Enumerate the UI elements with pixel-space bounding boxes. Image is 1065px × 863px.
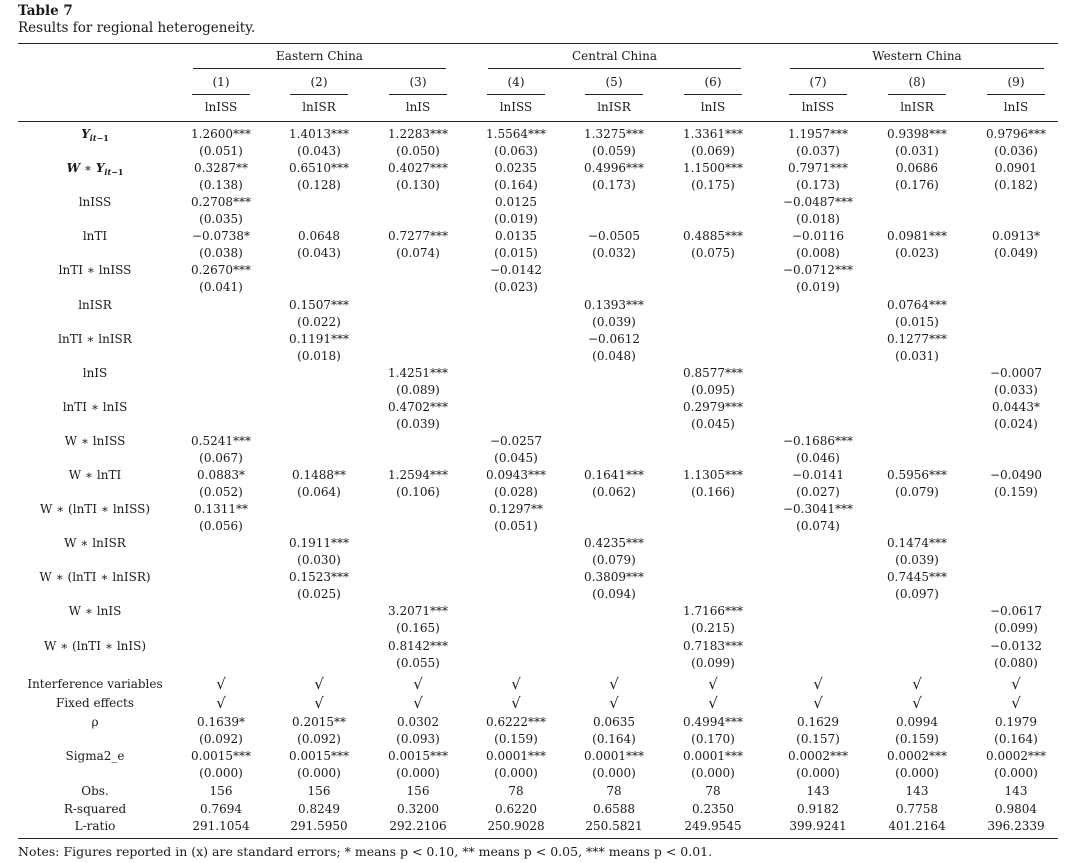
column-underline — [987, 94, 1045, 95]
coefficient-cell: −0.0712*** — [782, 263, 854, 278]
column-underline — [888, 94, 946, 95]
coefficient-cell: 0.1277*** — [887, 331, 947, 346]
std-error-cell: (0.051) — [494, 519, 538, 534]
summary-cell: 250.9028 — [487, 819, 545, 833]
summary-label: Obs. — [81, 784, 109, 798]
coefficient-cell: 0.0901 — [995, 161, 1037, 176]
coefficient-cell: 0.9796*** — [986, 127, 1046, 141]
table-caption — [18, 3, 255, 37]
depvar-header: lnISR — [302, 100, 336, 114]
coefficient-cell: −0.0132 — [989, 638, 1043, 653]
top-rule — [18, 43, 1058, 44]
std-error-cell: (0.055) — [396, 655, 440, 670]
std-error-cell: (0.079) — [592, 553, 636, 568]
check-cell: √ — [912, 675, 922, 693]
row-label: lnTI ∗ lnISS — [58, 263, 132, 278]
coefficient-cell: 0.7277*** — [388, 229, 448, 244]
std-error-cell: (0.045) — [691, 416, 735, 431]
summary-cell: 291.1054 — [192, 819, 250, 833]
coefficient-cell: 1.3275*** — [584, 127, 644, 141]
summary-cell: 0.9182 — [797, 801, 839, 816]
std-error-cell: (0.099) — [691, 655, 735, 670]
column-underline — [684, 94, 742, 95]
check-cell: √ — [1011, 675, 1021, 693]
std-error-cell: (0.043) — [297, 246, 341, 261]
summary-cell: 401.2164 — [888, 819, 946, 833]
coefficient-cell: 0.0686 — [896, 161, 938, 176]
stat-label: Sigma2_e — [65, 749, 125, 763]
row-label: W ∗ (lnTI ∗ lnIS) — [43, 638, 147, 653]
summary-cell: 143 — [806, 784, 830, 798]
coefficient-cell: −0.0490 — [989, 468, 1043, 482]
column-number: (3) — [409, 75, 427, 89]
coefficient-cell: −0.0738* — [191, 229, 251, 244]
coefficient-cell: 1.1957*** — [788, 127, 848, 141]
stat-se-cell: (0.092) — [297, 732, 341, 746]
check-cell: √ — [511, 675, 521, 693]
summary-cell: 0.7758 — [896, 801, 938, 816]
std-error-cell: (0.138) — [199, 178, 243, 193]
stat-cell: 0.1639* — [197, 715, 245, 729]
coefficient-cell: 0.0235 — [495, 161, 537, 176]
depvar-header: lnIS — [1003, 100, 1029, 114]
coefficient-cell: 0.1474*** — [887, 536, 947, 551]
std-error-cell: (0.041) — [199, 280, 243, 295]
std-error-cell: (0.063) — [494, 144, 538, 159]
coefficient-cell: 1.2283*** — [388, 127, 448, 141]
check-cell: √ — [216, 694, 226, 712]
std-error-cell: (0.097) — [895, 587, 939, 602]
column-underline — [389, 94, 447, 95]
stat-se-cell: (0.157) — [796, 732, 840, 746]
std-error-cell: (0.099) — [994, 621, 1038, 636]
std-error-cell: (0.036) — [994, 144, 1038, 159]
row-label: lnTI — [82, 229, 108, 244]
control-label: Interference variables — [27, 677, 163, 691]
summary-cell: 250.5821 — [585, 819, 643, 833]
summary-cell: 78 — [705, 784, 721, 798]
coefficient-cell: 0.1311** — [194, 502, 248, 517]
summary-cell: 399.9241 — [789, 819, 847, 833]
summary-cell: 156 — [209, 784, 233, 798]
std-error-cell: (0.037) — [796, 144, 840, 159]
check-cell: √ — [708, 675, 718, 693]
summary-cell: 156 — [406, 784, 430, 798]
stat-cell: 0.0635 — [593, 715, 635, 729]
stat-cell: 0.0015*** — [388, 749, 448, 763]
std-error-cell: (0.038) — [199, 246, 243, 261]
std-error-cell: (0.094) — [592, 587, 636, 602]
coefficient-cell: 0.4885*** — [683, 229, 743, 244]
std-error-cell: (0.039) — [592, 314, 636, 329]
coefficient-cell: 0.1393*** — [584, 297, 644, 312]
summary-label: R-squared — [63, 801, 127, 816]
coefficient-cell: −0.3041*** — [782, 502, 854, 517]
summary-cell: 0.7694 — [200, 801, 242, 816]
std-error-cell: (0.051) — [199, 144, 243, 159]
stat-se-cell: (0.000) — [691, 766, 735, 780]
stat-cell: 0.0001*** — [683, 749, 743, 763]
std-error-cell: (0.018) — [297, 348, 341, 363]
stat-cell: 0.1629 — [797, 715, 839, 729]
group-underline — [488, 68, 741, 69]
std-error-cell: (0.074) — [396, 246, 440, 261]
stat-se-cell: (0.000) — [199, 766, 243, 780]
coefficient-cell: 0.4996*** — [584, 161, 644, 176]
std-error-cell: (0.166) — [691, 485, 735, 500]
row-label: lnISS — [78, 195, 112, 210]
coefficient-cell: −0.1686*** — [782, 433, 854, 448]
coefficient-cell: 0.6510*** — [289, 161, 349, 176]
row-label: W ∗ $Y_{it-1}$ — [66, 161, 124, 178]
coefficient-cell: 0.2979*** — [683, 399, 743, 414]
stat-cell: 0.0002*** — [788, 749, 848, 763]
column-number: (1) — [212, 75, 230, 89]
std-error-cell: (0.089) — [396, 382, 440, 397]
std-error-cell: (0.130) — [396, 178, 440, 193]
summary-cell: 78 — [606, 784, 622, 798]
summary-cell: 0.9804 — [995, 801, 1037, 816]
coefficient-cell: 1.2600*** — [191, 127, 251, 141]
coefficient-cell: 0.0443* — [992, 399, 1040, 414]
coefficient-cell: 1.3361*** — [683, 127, 743, 141]
row-label: W ∗ lnIS — [68, 604, 122, 619]
coefficient-cell: −0.0612 — [587, 331, 641, 346]
summary-cell: 78 — [508, 784, 524, 798]
summary-cell: 143 — [1004, 784, 1028, 798]
stat-cell: 0.0002*** — [887, 749, 947, 763]
row-label: lnIS — [82, 365, 108, 380]
coefficient-cell: −0.0257 — [489, 433, 543, 448]
std-error-cell: (0.075) — [691, 246, 735, 261]
stat-se-cell: (0.092) — [199, 732, 243, 746]
coefficient-cell: −0.0116 — [791, 229, 845, 244]
std-error-cell: (0.039) — [895, 553, 939, 568]
stat-se-cell: (0.159) — [494, 732, 538, 746]
check-cell: √ — [813, 694, 823, 712]
std-error-cell: (0.176) — [895, 178, 939, 193]
depvar-header: lnISS — [204, 100, 238, 114]
std-error-cell: (0.182) — [994, 178, 1038, 193]
std-error-cell: (0.023) — [494, 280, 538, 295]
coefficient-cell: 0.8142*** — [388, 638, 448, 653]
coefficient-cell: 0.3287** — [194, 161, 248, 176]
stat-se-cell: (0.000) — [396, 766, 440, 780]
stat-se-cell: (0.000) — [592, 766, 636, 780]
std-error-cell: (0.106) — [396, 485, 440, 500]
std-error-cell: (0.175) — [691, 178, 735, 193]
check-cell: √ — [216, 675, 226, 693]
std-error-cell: (0.074) — [796, 519, 840, 534]
std-error-cell: (0.025) — [297, 587, 341, 602]
stat-cell: 0.0001*** — [486, 749, 546, 763]
std-error-cell: (0.019) — [494, 212, 538, 227]
std-error-cell: (0.023) — [895, 246, 939, 261]
std-error-cell: (0.027) — [796, 485, 840, 500]
summary-cell: 0.2350 — [692, 801, 734, 816]
coefficient-cell: 1.1305*** — [683, 468, 743, 482]
coefficient-cell: 3.2071*** — [388, 604, 448, 619]
summary-cell: 143 — [905, 784, 929, 798]
row-label: W ∗ lnISR — [64, 536, 126, 551]
depvar-header: lnISS — [801, 100, 835, 114]
coefficient-cell: 0.7971*** — [788, 161, 848, 176]
depvar-header: lnISR — [900, 100, 934, 114]
check-cell: √ — [609, 675, 619, 693]
coefficient-cell: −0.0141 — [791, 468, 845, 482]
std-error-cell: (0.059) — [592, 144, 636, 159]
stat-cell: 0.0002*** — [986, 749, 1046, 763]
check-cell: √ — [314, 694, 324, 712]
coefficient-cell: 1.4251*** — [388, 365, 448, 380]
coefficient-cell: 0.1507*** — [289, 297, 349, 312]
coefficient-cell: 0.0135 — [495, 229, 537, 244]
column-number: (2) — [310, 75, 328, 89]
check-cell: √ — [912, 694, 922, 712]
column-underline — [487, 94, 545, 95]
group-header: Western China — [872, 49, 962, 63]
coefficient-cell: 0.7445*** — [887, 570, 947, 585]
coefficient-cell: 0.1911*** — [289, 536, 349, 551]
row-label: W ∗ (lnTI ∗ lnISS) — [39, 502, 151, 517]
table-title: Results for regional heterogeneity. — [18, 20, 256, 36]
std-error-cell: (0.215) — [691, 621, 735, 636]
column-number: (9) — [1007, 75, 1025, 89]
stat-se-cell: (0.000) — [895, 766, 939, 780]
control-label: Fixed effects — [56, 696, 134, 710]
std-error-cell: (0.030) — [297, 553, 341, 568]
summary-cell: 0.8249 — [298, 801, 340, 816]
coefficient-cell: 0.0883* — [197, 468, 245, 482]
stat-cell: 0.4994*** — [683, 715, 743, 729]
std-error-cell: (0.165) — [396, 621, 440, 636]
coefficient-cell: 0.1641*** — [584, 468, 644, 482]
check-cell: √ — [1011, 694, 1021, 712]
column-number: (8) — [908, 75, 926, 89]
coefficient-cell: 1.5564*** — [486, 127, 546, 141]
column-underline — [290, 94, 348, 95]
coefficient-cell: 0.4702*** — [388, 399, 448, 414]
coefficient-cell: −0.0007 — [989, 365, 1043, 380]
coefficient-cell: 0.0764*** — [887, 297, 947, 312]
std-error-cell: (0.050) — [396, 144, 440, 159]
row-label: lnTI ∗ lnIS — [62, 399, 128, 414]
row-label: lnISR — [78, 297, 112, 312]
table-number: Table 7 — [18, 3, 73, 19]
std-error-cell: (0.043) — [297, 144, 341, 159]
std-error-cell: (0.159) — [994, 485, 1038, 500]
column-number: (7) — [809, 75, 827, 89]
std-error-cell: (0.039) — [396, 416, 440, 431]
stat-label: ρ — [91, 715, 99, 729]
stat-cell: 0.2015** — [292, 715, 346, 729]
stat-se-cell: (0.000) — [796, 766, 840, 780]
std-error-cell: (0.062) — [592, 485, 636, 500]
coefficient-cell: 0.0913* — [992, 229, 1040, 244]
depvar-header: lnISR — [597, 100, 631, 114]
std-error-cell: (0.035) — [199, 212, 243, 227]
coefficient-cell: 0.3809*** — [584, 570, 644, 585]
depvar-header: lnIS — [700, 100, 726, 114]
stat-se-cell: (0.170) — [691, 732, 735, 746]
std-error-cell: (0.024) — [994, 416, 1038, 431]
column-number: (6) — [704, 75, 722, 89]
coefficient-cell: −0.0617 — [989, 604, 1043, 619]
stat-cell: 0.0015*** — [289, 749, 349, 763]
summary-cell: 156 — [307, 784, 331, 798]
std-error-cell: (0.033) — [994, 382, 1038, 397]
coefficient-cell: 1.2594*** — [388, 468, 448, 482]
std-error-cell: (0.080) — [994, 655, 1038, 670]
row-label: W ∗ lnISS — [64, 433, 126, 448]
summary-cell: 249.9545 — [684, 819, 742, 833]
stat-cell: 0.1979 — [995, 715, 1037, 729]
std-error-cell: (0.064) — [297, 485, 341, 500]
std-error-cell: (0.018) — [796, 212, 840, 227]
coefficient-cell: 0.7183*** — [683, 638, 743, 653]
std-error-cell: (0.056) — [199, 519, 243, 534]
bottom-rule — [18, 838, 1058, 839]
std-error-cell: (0.128) — [297, 178, 341, 193]
stat-se-cell: (0.159) — [895, 732, 939, 746]
row-label: lnTI ∗ lnISR — [58, 331, 132, 346]
coefficient-cell: 0.4027*** — [388, 161, 448, 176]
coefficient-cell: 1.1500*** — [683, 161, 743, 176]
stat-se-cell: (0.000) — [494, 766, 538, 780]
group-header: Eastern China — [276, 49, 363, 63]
coefficient-cell: 0.0981*** — [887, 229, 947, 244]
check-cell: √ — [314, 675, 324, 693]
std-error-cell: (0.067) — [199, 450, 243, 465]
coefficient-cell: 0.4235*** — [584, 536, 644, 551]
std-error-cell: (0.046) — [796, 450, 840, 465]
std-error-cell: (0.008) — [796, 246, 840, 261]
coefficient-cell: 0.2708*** — [191, 195, 251, 210]
stat-se-cell: (0.164) — [994, 732, 1038, 746]
stat-se-cell: (0.093) — [396, 732, 440, 746]
coefficient-cell: 0.0125 — [495, 195, 537, 210]
coefficient-cell: 0.0943*** — [486, 468, 546, 482]
check-cell: √ — [813, 675, 823, 693]
coefficient-cell: −0.0487*** — [782, 195, 854, 210]
std-error-cell: (0.015) — [895, 314, 939, 329]
stat-cell: 0.0015*** — [191, 749, 251, 763]
column-underline — [192, 94, 250, 95]
depvar-header: lnIS — [405, 100, 431, 114]
stat-cell: 0.0994 — [896, 715, 938, 729]
std-error-cell: (0.015) — [494, 246, 538, 261]
coefficient-cell: −0.0142 — [489, 263, 543, 278]
stat-se-cell: (0.000) — [297, 766, 341, 780]
coefficient-cell: 0.5241*** — [191, 433, 251, 448]
stat-se-cell: (0.000) — [994, 766, 1038, 780]
stat-cell: 0.0001*** — [584, 749, 644, 763]
coefficient-cell: 1.4013*** — [289, 127, 349, 141]
summary-cell: 0.6220 — [495, 801, 537, 816]
std-error-cell: (0.019) — [796, 280, 840, 295]
std-error-cell: (0.052) — [199, 485, 243, 500]
std-error-cell: (0.022) — [297, 314, 341, 329]
check-cell: √ — [413, 694, 423, 712]
row-label: $Y_{it-1}$ — [81, 127, 109, 144]
coefficient-cell: 0.0648 — [298, 229, 340, 244]
coefficient-cell: 0.1297** — [489, 502, 543, 517]
group-header: Central China — [571, 49, 657, 63]
coefficient-cell: 0.1191*** — [289, 331, 349, 346]
summary-cell: 0.6588 — [593, 801, 635, 816]
std-error-cell: (0.045) — [494, 450, 538, 465]
column-number: (5) — [605, 75, 623, 89]
std-error-cell: (0.069) — [691, 144, 735, 159]
coefficient-cell: 0.9398*** — [887, 127, 947, 141]
std-error-cell: (0.028) — [494, 485, 538, 500]
stat-se-cell: (0.164) — [592, 732, 636, 746]
summary-label: L-ratio — [74, 819, 116, 833]
coefficient-cell: 1.7166*** — [683, 604, 743, 619]
coefficient-cell: 0.2670*** — [191, 263, 251, 278]
std-error-cell: (0.031) — [895, 348, 939, 363]
std-error-cell: (0.173) — [592, 178, 636, 193]
coefficient-cell: 0.1523*** — [289, 570, 349, 585]
summary-cell: 292.2106 — [389, 819, 447, 833]
depvar-header: lnISS — [499, 100, 533, 114]
coefficient-cell: 0.8577*** — [683, 365, 743, 380]
summary-cell: 291.5950 — [290, 819, 348, 833]
column-number: (4) — [507, 75, 525, 89]
std-error-cell: (0.048) — [592, 348, 636, 363]
summary-cell: 396.2339 — [987, 819, 1045, 833]
std-error-cell: (0.164) — [494, 178, 538, 193]
row-label: W ∗ (lnTI ∗ lnISR) — [39, 570, 151, 585]
summary-cell: 0.3200 — [397, 801, 439, 816]
check-cell: √ — [413, 675, 423, 693]
group-underline — [790, 68, 1044, 69]
coefficient-cell: −0.0505 — [587, 229, 641, 244]
std-error-cell: (0.049) — [994, 246, 1038, 261]
check-cell: √ — [511, 694, 521, 712]
column-underline — [585, 94, 643, 95]
std-error-cell: (0.173) — [796, 178, 840, 193]
check-cell: √ — [609, 694, 619, 712]
std-error-cell: (0.079) — [895, 485, 939, 500]
column-underline — [789, 94, 847, 95]
std-error-cell: (0.031) — [895, 144, 939, 159]
stat-cell: 0.0302 — [397, 715, 439, 729]
std-error-cell: (0.032) — [592, 246, 636, 261]
stat-cell: 0.6222*** — [486, 715, 546, 729]
header-rule — [18, 121, 1058, 122]
group-underline — [193, 68, 446, 69]
coefficient-cell: 0.5956*** — [887, 468, 947, 482]
std-error-cell: (0.095) — [691, 382, 735, 397]
coefficient-cell: 0.1488** — [292, 468, 346, 482]
row-label: W ∗ lnTI — [68, 468, 122, 482]
check-cell: √ — [708, 694, 718, 712]
table-notes: Notes: Figures reported in (x) are standard errors; * means p < 0.10, ** means p < 0.05, *** means p < 0.01. — [18, 844, 713, 859]
